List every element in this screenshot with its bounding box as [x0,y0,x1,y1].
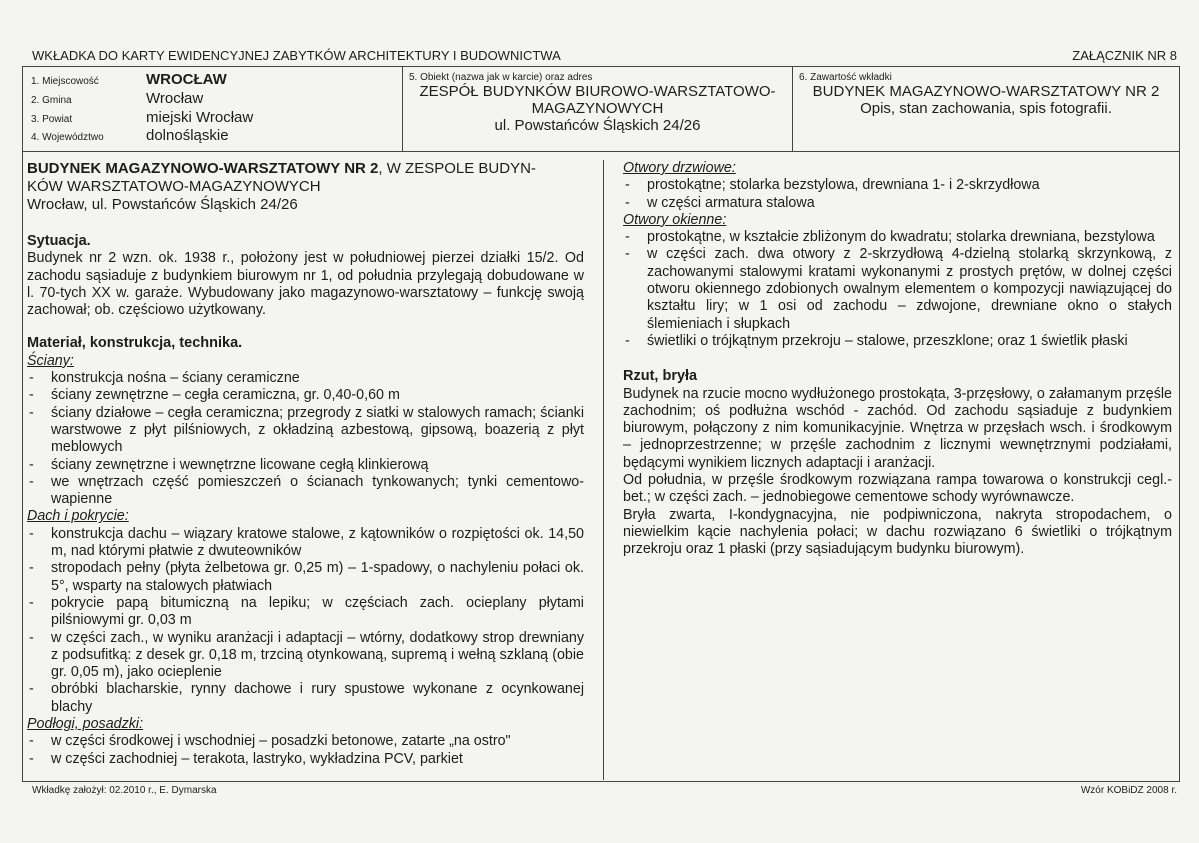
location-row-commune [31,90,203,107]
contents-line2: Opis, stan zachowania, spis fotografii. [860,100,1112,117]
column-divider [603,160,604,780]
situation-text: Budynek nr 2 wzn. ok. 1938 r., położony jest w południowej pierzei działki 15/2. Od zachodu sąsiaduje z budynkiem biurowym nr 1, od południa przylegają dobudowane w l. 70-tych XX w. garaże. Wybudowany jako magazynowo-warsztatowy – funkcję swoją zachował; ob. częściowo użytkowany. [27,250,584,319]
windows-heading: Otwory okienne: [623,211,727,228]
list-item: - we wnętrzach część pomieszczeń o ścianach tynkowanych; tynki cementowo-wapienne [27,474,584,509]
walls-heading: Ściany: [27,352,74,369]
situation-heading: Sytuacja. [27,233,91,249]
list-item: - świetliki o trójkątnym przekroju – stalowe, przeszklone; oraz 1 świetlik płaski [623,333,1172,350]
floors-heading: Podłogi, posadzki: [27,716,144,733]
list-item: - obróbki blacharskie, rynny dachowe i rury spustowe wykonane z ocynkowanej blachy [27,681,584,716]
doors-list [623,177,1172,212]
field-label: 3. Powiat [31,114,73,125]
town-value: WROCŁAW [146,71,227,88]
list-item: - w części armatura stalowa [623,195,1172,212]
list-item: - ściany zewnętrzne – cegła ceramiczna, gr. 0,40-0,60 m [27,387,584,404]
plan-heading: Rzut, bryła [623,368,698,385]
object-name-line2: MAGAZYNOWYCH [531,100,664,117]
header-table [22,66,1180,152]
building-address: Wrocław, ul. Powstańców Śląskich 24/26 [27,196,298,213]
right-column [623,160,1172,559]
contents-cell [793,67,1179,151]
list-item: - pokrycie papą bitumiczną na lepiku; w częściach zach. ocieplany płytami pilśniowymi gr. 0,03 m [27,595,584,630]
plan-paragraph-2: Od południa, w przęśle środkowym rozwiązana rampa towarowa o konstrukcji cegl.-bet.; w części zach. – jednobiegowe cementowe schody wyrównawcze. [623,472,1172,506]
contents-label: 6. Zawartość wkładki [799,72,892,83]
list-item: - stropodach pełny (płyta żelbetowa gr. 0,25 m) – 1-spadowy, o nachyleniu połaci ok. 5°, wsparty na stalowych płatwiach [27,560,584,595]
location-cell [23,67,403,151]
object-label: 5. Obiekt (nazwa jak w karcie) oraz adres [409,72,593,83]
building-title-bold: BUDYNEK MAGAZYNOWO-WARSZTATOWY NR 2 [27,160,379,177]
top-header-line [32,48,1177,63]
left-column [27,160,584,768]
form-title: WKŁADKA DO KARTY EWIDENCYJNEJ ZABYTKÓW ARCHITEKTURY I BUDOWNICTWA [32,48,561,63]
list-item: - prostokątne, w kształcie zbliżonym do kwadratu; stolarka drewniana, bezstylowa [623,229,1172,246]
list-item: - w części zach., w wyniku aranżacji i adaptacji – wtórny, dodatkowy strop drewniany z podsufitką: z desek gr. 0,18 m, trzciną otynkowaną, supremą i wełną szklaną (obie gr. 0,05 m), jako ocieplenie [27,630,584,682]
county-value: miejski Wrocław [146,109,254,126]
plan-paragraph-1: Budynek na rzucie mocno wydłużonego prostokąta, 3-przęsłowy, o załamanym przęśle zachodnim; oś podłużna wschód - zachód. Od zachodu sąsiaduje z budynkiem biurowym, połączony z nim komunikacyjnie. Wnętrza w przęsłach wsch. i środkowym – jednoprzestrzenne; w przęśle zachodnim z licznymi wewnętrznymi podziałami, będącymi wynikiem licznych adaptacji i aranżacji. [623,385,1172,471]
contents-line1: BUDYNEK MAGAZYNOWO-WARSZTATOWY NR 2 [812,83,1160,100]
object-name-line1: ZESPÓŁ BUDYNKÓW BIUROWO-WARSZTATOWO- [419,83,776,100]
object-address: ul. Powstańców Śląskich 24/26 [494,117,701,134]
template-note: Wzór KOBiDZ 2008 r. [1080,785,1177,796]
commune-value: Wrocław [146,90,204,107]
roof-heading: Dach i pokrycie: [27,508,129,525]
list-item: - konstrukcja dachu – wiązary kratowe stalowe, z kątowników o rozpiętości ok. 14,50 m, nad którymi płatwie z dwuteowników [27,526,584,561]
object-cell [403,67,793,151]
floors-list [27,733,584,768]
building-title-rest: , W ZESPOLE BUDYN- [378,160,536,177]
author-note: Wkładkę założył: 02.2010 r., E. Dymarska [32,785,217,796]
field-label: 2. Gmina [31,95,72,106]
list-item: - konstrukcja nośna – ściany ceramiczne [27,370,584,387]
roof-list [27,526,584,716]
building-title-line2: KÓW WARSZTATOWO-MAGAZYNOWYCH [27,178,321,195]
windows-list [623,229,1172,350]
voivodeship-value: dolnośląskie [146,127,229,144]
list-item: - w części zachodniej – terakota, lastryko, wykładzina PCV, parkiet [27,751,584,768]
walls-list [27,370,584,508]
list-item: - w części zach. dwa otwory z 2-skrzydłową 4-dzielną stolarką skrzynkową, z zachowanymi stalowymi kratami wykonanymi z prostych prętów, w dolnej części otworu okiennego zdobionych owalnym elementem o kompozycji nawiązującej do kształtu liry; w 1 osi od zachodu – zdwojone, drewniane okno o stałych ślemieniach i słupkach [623,246,1172,332]
location-row-county [31,109,253,126]
plan-paragraph-3: Bryła zwarta, I-kondygnacyjna, nie podpiwniczona, nakryta stropodachem, o niewielkim kącie nachylenia połaci; w dachu rozwiązano 6 świetliki o trójkątnym przekroju oraz 1 płaski (przy sąsiadującym budynku biurowym). [623,506,1172,558]
field-label: 1. Miejscowość [31,76,99,87]
location-row-town [31,71,227,88]
doors-heading: Otwory drzwiowe: [623,160,736,176]
field-label: 4. Województwo [31,132,104,143]
list-item: - ściany działowe – cegła ceramiczna; przegrody z siatki w stalowych ramach; ścianki warstwowe z płyt pilśniowych, z okładziną azbestową, gipsową, boazerią z płyt meblowych [27,405,584,457]
list-item: - ściany zewnętrzne i wewnętrzne licowane cegłą klinkierową [27,457,584,474]
list-item: - w części środkowej i wschodniej – posadzki betonowe, zatarte „na ostro" [27,733,584,750]
location-row-voivodeship [31,127,229,144]
list-item: - prostokątne; stolarka bezstylowa, drewniana 1- i 2-skrzydłowa [623,177,1172,194]
building-title [27,160,584,214]
annex-number: ZAŁĄCZNIK NR 8 [1072,48,1177,63]
material-heading: Materiał, konstrukcja, technika. [27,335,243,352]
